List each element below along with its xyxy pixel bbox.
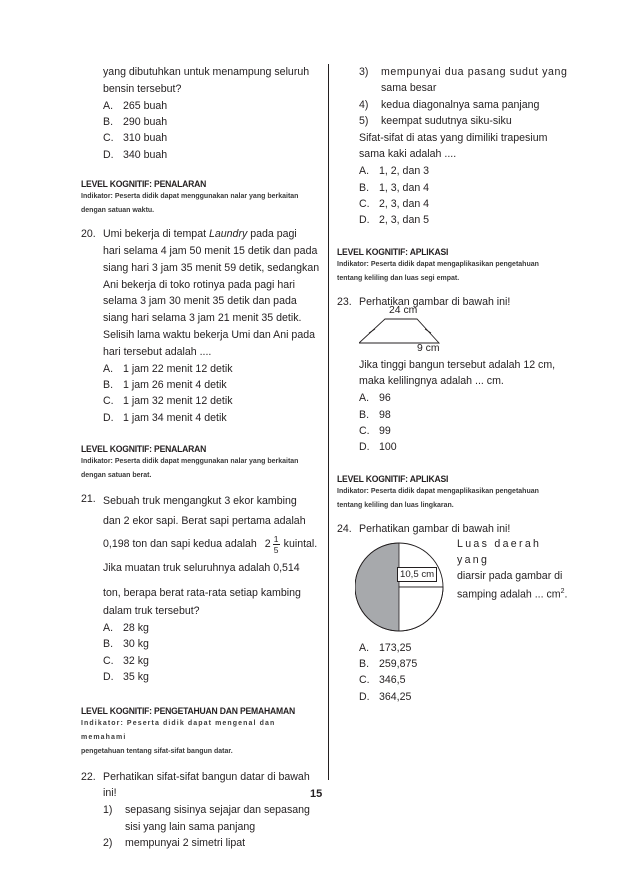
indicator-text: tentang keliling dan luas segi empat. (337, 274, 460, 282)
question-22 (81, 769, 321, 803)
q24-option-d: D. 364,25 (359, 690, 412, 703)
mixed-fraction-whole: 2 (264, 538, 271, 551)
q20-option-b: B. 1 jam 26 menit 4 detik (103, 379, 227, 391)
fraction-denominator: 5 (273, 544, 279, 555)
q23-question-line: Jika tinggi bangun tersebut adalah 12 cm, (359, 358, 556, 371)
indicator-text: tentang keliling dan luas lingkaran. (337, 501, 454, 509)
q23-line: Perhatikan gambar di bawah ini! (359, 295, 511, 308)
q22-option-d: D. 2, 3, dan 5 (359, 214, 430, 227)
q22-item-5: 5) keempat sudutnya siku-siku (359, 115, 512, 128)
q19-option-a: A. 265 buah (103, 99, 168, 112)
q22-line: ini! (103, 787, 117, 800)
q22-option-a: A. 1, 2, dan 3 (359, 165, 430, 178)
indicator-text: Indikator: Peserta didik dapat mengaplikasikan pengetahuan (337, 487, 539, 495)
q19-continuation (81, 64, 321, 163)
trapezoid-figure (359, 304, 573, 357)
indicator-text: Indikator: Peserta didik dapat menggunakan nalar yang berkaitan (81, 458, 299, 466)
question-number: 20. (81, 228, 96, 241)
q24-side-text: Luas daerah yang diarsir pada gambar di samping adalah ... $cm^2$. (457, 537, 568, 601)
q23-option-a: A. 96 (359, 392, 391, 405)
q21-line: Jika muatan truk seluruhnya adalah 0,514 (103, 562, 300, 575)
q22-line: Perhatikan sifat-sifat bangun datar di bawah (103, 770, 310, 783)
q21-line: ton, berapa berat rata-rata setiap kambing (103, 587, 301, 600)
q20-line: Selisih lama waktu bekerja Umi dan Ani pada (103, 329, 315, 341)
q21-line: Sebuah truk mengangkut 3 ekor kambing (103, 495, 297, 508)
question-number: 22. (81, 770, 96, 783)
level-heading-penalaran-1: LEVEL KOGNITIF: PENALARAN (81, 178, 207, 190)
q20-option-d: D. 1 jam 34 menit 4 detik (103, 411, 227, 424)
q20-line: hari tersebut adalah .... (103, 345, 212, 358)
question-20 (81, 226, 321, 360)
q20-line: Ani bekerja di toko rotinya pada pagi hari (103, 278, 295, 291)
q19-line: yang dibutuhkan untuk menampung seluruh (103, 66, 310, 78)
level-heading-aplikasi-2: LEVEL KOGNITIF: APLIKASI (337, 473, 449, 485)
level-heading-aplikasi-1: LEVEL KOGNITIF: APLIKASI (337, 246, 449, 258)
q20-option-a: A. 1 jam 22 menit 12 detik (103, 362, 233, 375)
question-23 (337, 294, 573, 311)
indicator-text: dengan satuan waktu. (81, 207, 155, 215)
q22-question-line: Sifat-sifat di atas yang dimiliki trapesium (359, 131, 548, 144)
q21-option-a: A. 28 kg (103, 622, 149, 635)
equal-side-tick-left (369, 329, 375, 333)
q24-option-c: C. 346,5 (359, 674, 406, 687)
q23-option-b: B. 98 (359, 408, 391, 421)
q19-option-d: D. 340 buah (103, 148, 168, 161)
q23-option-c: C. 99 (359, 425, 391, 438)
question-number: 21. (81, 493, 96, 506)
q19-line: bensin tersebut? (103, 82, 182, 95)
question-21 (81, 491, 321, 620)
q21-option-c: C. 32 kg (103, 654, 149, 667)
right-column (337, 64, 573, 705)
trapezoid-bottom-label: 9 cm (417, 342, 440, 354)
level-heading-penalaran-2: LEVEL KOGNITIF: PENALARAN (81, 443, 207, 455)
q23-option-d: D. 100 (359, 441, 397, 454)
q20-line: selama 3 jam 30 menit 35 detik dan pada (103, 295, 297, 308)
q22-item-3: 3) mempunyai dua pasang sudut yang sama besar (359, 66, 568, 95)
q21-fraction-line: 0,198 ton dan sapi kedua adalah 2 1 5 kuintal. (103, 531, 317, 557)
q24-option-b: B. 259,875 (359, 658, 418, 671)
q20-line: siang hari selama 3 jam 21 menit 35 detik. (103, 312, 302, 325)
q20-option-c: C. 1 jam 32 menit 12 detik (103, 395, 233, 408)
q19-option-b: B. 290 buah (103, 116, 168, 128)
level-heading-pengetahuan: LEVEL KOGNITIF: PENGETAHUAN DAN PEMAHAMAN (81, 705, 295, 716)
q20-line: Umi bekerja di tempat Laundry pada pagi (103, 228, 297, 241)
mixed-fraction (273, 534, 280, 555)
indicator-text: pengetahuan tentang sifat-sifat bangun datar. (81, 747, 233, 755)
q22-item-4: 4) kedua diagonalnya sama panjang (359, 98, 540, 111)
question-number: 23. (337, 295, 352, 308)
unshaded-quarter (399, 587, 443, 631)
q22-question-line: sama kaki adalah .... (359, 148, 457, 161)
q21-line: dan 2 ekor sapi. Berat sapi pertama adalah (103, 515, 306, 528)
superscript: 2 (560, 587, 565, 595)
q20-line: hari selama 4 jam 50 menit 15 detik dan pada (103, 245, 318, 258)
q24-option-a: A. 173,25 (359, 641, 412, 654)
column-divider (328, 64, 329, 780)
left-column (81, 64, 321, 851)
q22-option-b: B. 1, 3, dan 4 (359, 181, 430, 194)
q19-option-c: C. 310 buah (103, 132, 168, 145)
q21-option-b: B. 30 kg (103, 638, 149, 651)
trapezoid-top-label: 24 cm (389, 304, 418, 316)
circle-sector-diagram (355, 542, 445, 632)
indicator-text: Indikator: Peserta didik dapat mengaplikasikan pengetahuan (337, 260, 539, 268)
q22-item-2: 2) mempunyai 2 simetri lipat (103, 837, 246, 850)
fraction-numerator: 1 (273, 533, 279, 544)
indicator-text: Indikator: Peserta didik dapat menggunakan nalar yang berkaitan (81, 193, 299, 201)
indicator-text: dengan satuan berat. (81, 472, 152, 480)
q23-question-line: maka kelilingnya adalah ... cm. (359, 375, 504, 388)
circle-figure (355, 537, 573, 634)
q21-option-d: D. 35 kg (103, 671, 149, 684)
q22-option-c: C. 2, 3, dan 4 (359, 198, 430, 211)
radius-label: 10,5 cm (397, 567, 437, 582)
q22-item-1: 1) sepasang sisinya sejajar dan sepasang sisi yang lain sama panjang (103, 804, 310, 833)
indicator-text: Indikator: Peserta didik dapat mengenal dan memahami (81, 719, 276, 741)
q20-line: siang hari 3 jam 35 menit 59 detik, sedangkan (103, 261, 320, 274)
q21-line: dalam truk tersebut? (103, 605, 200, 618)
q24-line: Perhatikan gambar di bawah ini! (359, 522, 511, 535)
equal-side-tick-right (425, 329, 431, 333)
trapezoid-shape (359, 319, 439, 343)
page-number: 15 (310, 788, 323, 800)
question-number: 24. (337, 522, 352, 535)
